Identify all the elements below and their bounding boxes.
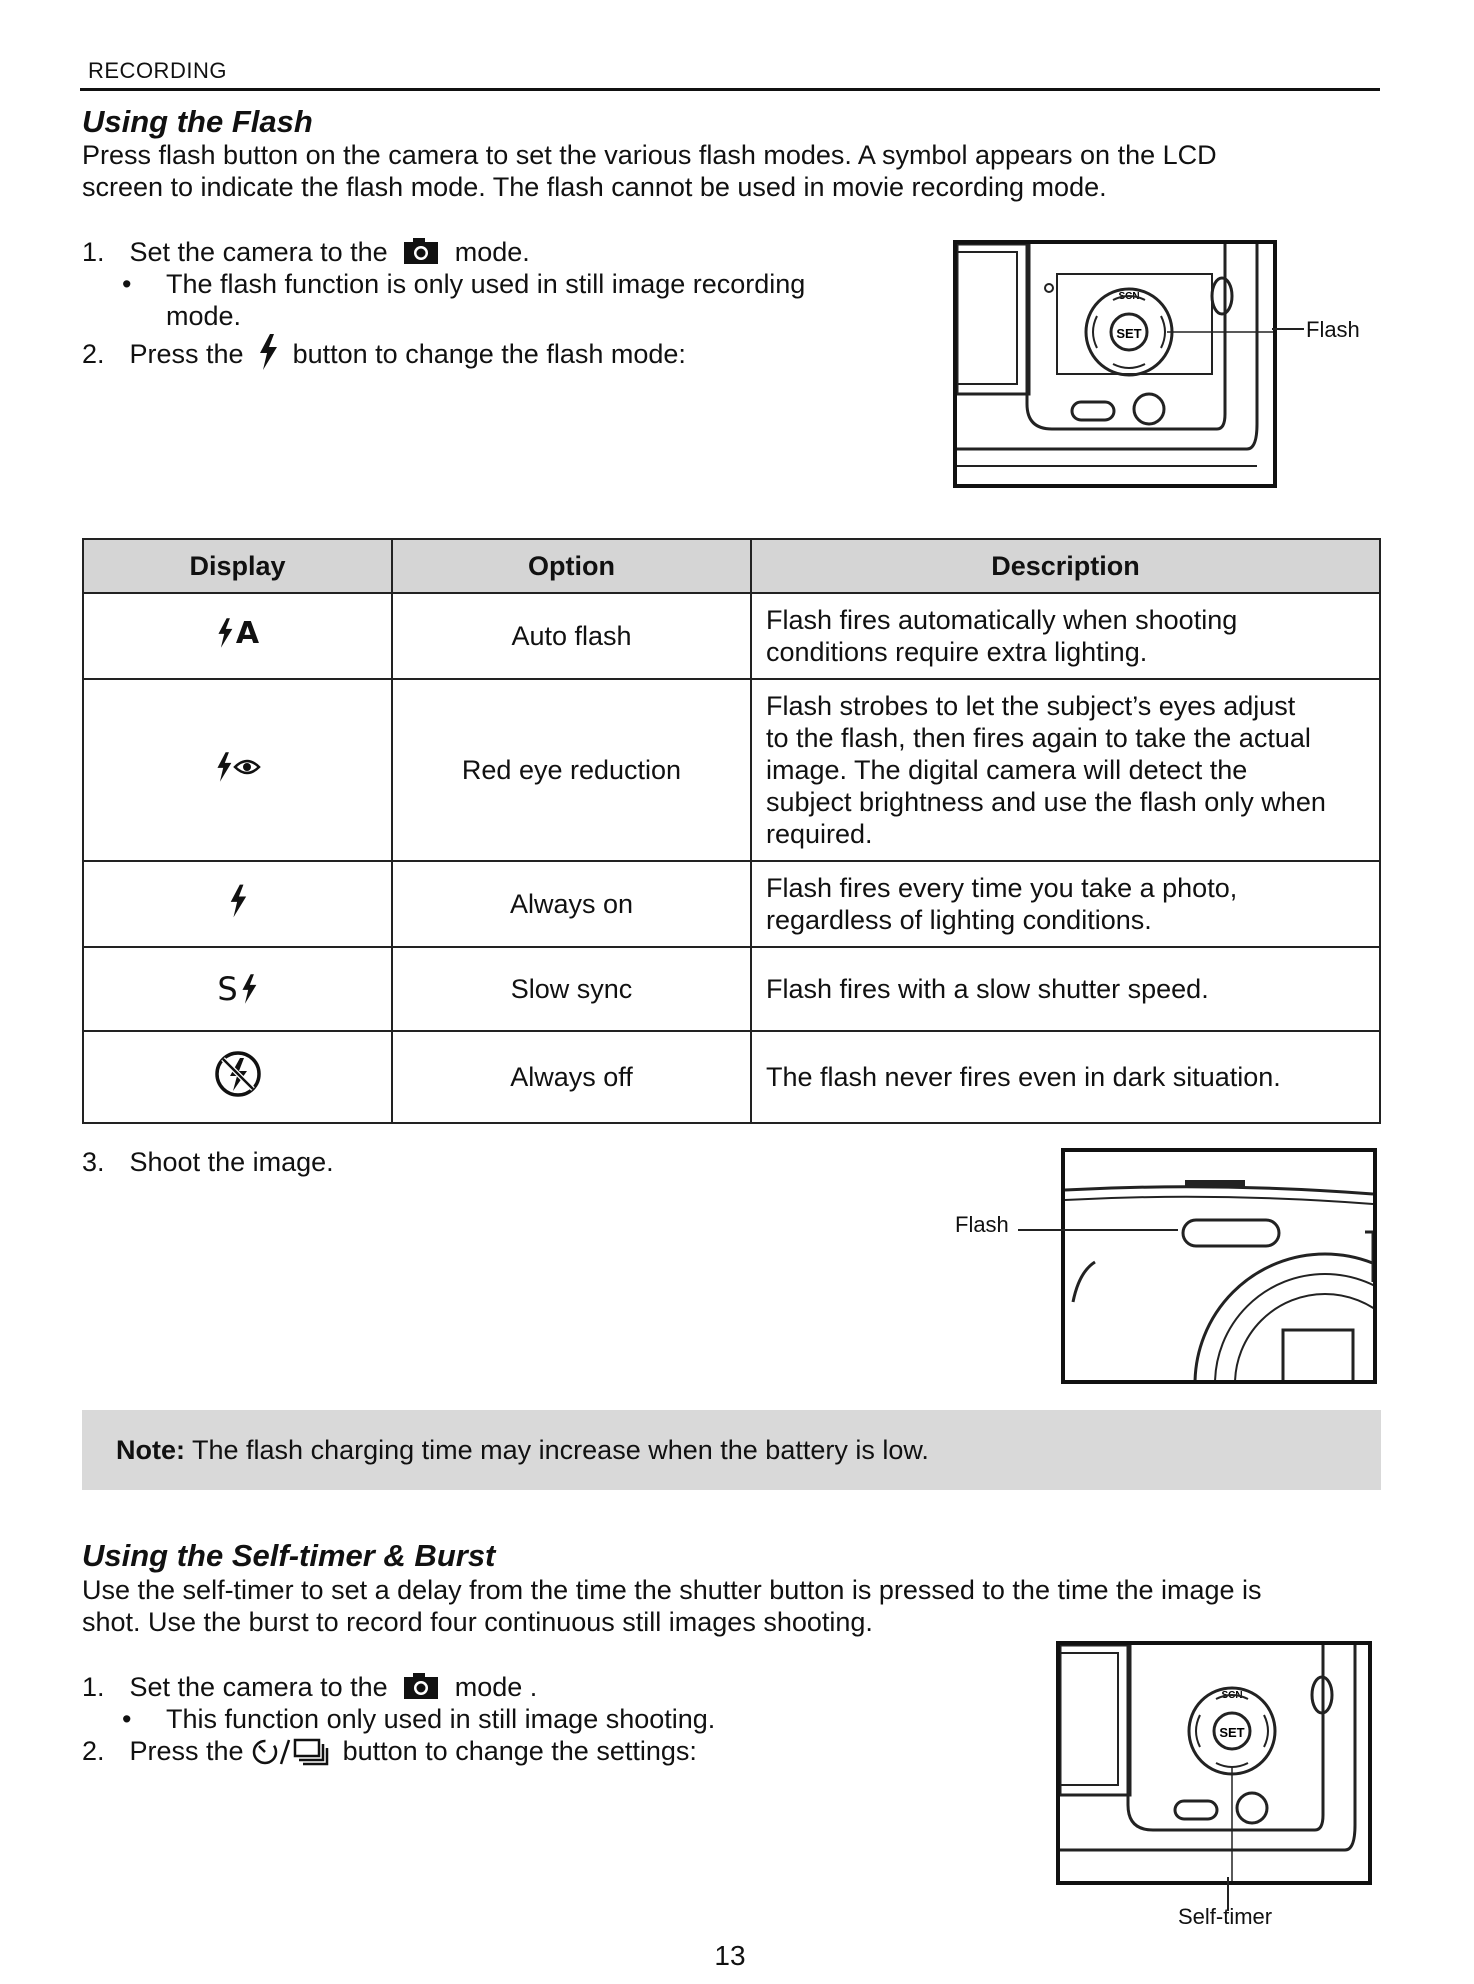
- flash-front-callout-line: [1018, 1229, 1178, 1231]
- description-cell: [751, 861, 1380, 947]
- step-text: button to change the settings:: [342, 1736, 697, 1766]
- description-line: to the flash, then fires again to take the actual: [766, 723, 1311, 753]
- camera-mode-icon: [403, 237, 439, 272]
- auto-letter: A: [235, 615, 260, 651]
- camera-back-illustration: [957, 244, 1273, 484]
- camera-back-timer-illustration: [1060, 1645, 1368, 1881]
- description-line: The flash never fires even in dark situation.: [766, 1062, 1281, 1092]
- section-label: RECORDING: [88, 58, 227, 83]
- page-number: 13: [714, 1940, 746, 1971]
- step-text: mode.: [454, 237, 530, 267]
- description-line: conditions require extra lighting.: [766, 637, 1148, 667]
- set-button-label: SET: [1116, 326, 1142, 341]
- header-option: Option: [392, 539, 751, 593]
- table-row: [83, 679, 1380, 861]
- slow-letter: S: [217, 970, 238, 1008]
- flash-step2: [82, 333, 686, 378]
- bullet-symbol: •: [122, 269, 132, 299]
- description-line: Flash strobes to let the subject’s eyes adjust: [766, 691, 1296, 721]
- step-text: Shoot the image.: [129, 1147, 334, 1177]
- description-line: Flash fires with a slow shutter speed.: [766, 974, 1209, 1004]
- camera-front-figure: [1061, 1148, 1377, 1384]
- bullet-text: This function only used in still image shooting.: [166, 1704, 716, 1734]
- flash-intro-line2: screen to indicate the flash mode. The flash cannot be used in movie recording mode.: [82, 172, 1107, 202]
- scn-button-label: SCN: [1221, 1690, 1243, 1701]
- step-text: Press the: [129, 1736, 244, 1766]
- description-cell: [751, 1031, 1380, 1123]
- step-number: 2.: [82, 1736, 105, 1766]
- description-line: required.: [766, 819, 873, 849]
- camera-back-timer-figure: [1056, 1641, 1372, 1885]
- red-eye-flash-icon: [215, 751, 261, 783]
- step-number: 1.: [82, 237, 105, 267]
- option-cell: Always off: [392, 1031, 751, 1123]
- step-text: Set the camera to the: [129, 237, 388, 267]
- bullet-text-line1: The flash function is only used in still image recording: [166, 269, 806, 299]
- flash-callout-label: Flash: [1306, 317, 1360, 342]
- table-row: [83, 861, 1380, 947]
- timer-intro-line2: shot. Use the burst to record four continuous still images shooting.: [82, 1607, 873, 1637]
- flash-callout-line: [1272, 328, 1304, 330]
- option-cell: Red eye reduction: [392, 679, 751, 861]
- display-cell: [83, 1031, 392, 1123]
- auto-flash-icon: [216, 616, 259, 651]
- flash-modes-table: [82, 538, 1381, 1124]
- flash-on-icon: [228, 895, 248, 925]
- flash-step1: [82, 236, 530, 272]
- camera-mode-icon: [403, 1672, 439, 1707]
- scn-button-label: SCN: [1118, 291, 1140, 302]
- header-description: Description: [751, 539, 1380, 593]
- flash-step3: [82, 1146, 334, 1178]
- description-cell: [751, 947, 1380, 1031]
- timer-section-title: Using the Self-timer & Burst: [82, 1538, 496, 1573]
- timer-step1: [82, 1671, 537, 1707]
- step-text: mode .: [454, 1672, 538, 1702]
- step-text: button to change the flash mode:: [292, 339, 686, 369]
- timer-intro-line1: Use the self-timer to set a delay from the time the shutter button is pressed to the time the image is: [82, 1575, 1262, 1605]
- table-row: [83, 593, 1380, 679]
- flash-step1-bullet: [122, 268, 806, 332]
- note-box: [82, 1410, 1381, 1490]
- description-line: Flash fires every time you take a photo,: [766, 873, 1238, 903]
- self-timer-callout-label: Self-timer: [1178, 1904, 1273, 1929]
- step-text: Set the camera to the: [129, 1672, 388, 1702]
- camera-back-figure: [953, 240, 1277, 488]
- table-header-row: [83, 539, 1380, 593]
- header-display: Display: [83, 539, 392, 593]
- timer-step2: [82, 1735, 697, 1773]
- set-button-label: SET: [1219, 1725, 1245, 1740]
- step-text: Press the: [129, 339, 244, 369]
- table-row: [83, 1031, 1380, 1123]
- bullet-text-line2: mode.: [166, 301, 242, 331]
- option-cell: Slow sync: [392, 947, 751, 1031]
- note-text: The flash charging time may increase when the battery is low.: [185, 1435, 929, 1465]
- step-number: 2.: [82, 339, 105, 369]
- step-number: 1.: [82, 1672, 105, 1702]
- camera-front-illustration: [1065, 1152, 1373, 1380]
- slow-sync-icon: [217, 970, 257, 1008]
- display-cell: [83, 947, 392, 1031]
- option-cell: Auto flash: [392, 593, 751, 679]
- flash-off-icon: [214, 1074, 262, 1104]
- step-number: 3.: [82, 1147, 105, 1177]
- note-label: Note:: [116, 1435, 185, 1465]
- flash-section-title: Using the Flash: [82, 104, 313, 139]
- display-cell: [83, 679, 392, 861]
- bullet-symbol: •: [122, 1704, 132, 1734]
- description-cell: [751, 593, 1380, 679]
- header-rule: [80, 88, 1380, 91]
- description-line: Flash fires automatically when shooting: [766, 605, 1238, 635]
- description-line: subject brightness and use the flash only when: [766, 787, 1326, 817]
- display-cell: [83, 861, 392, 947]
- description-line: image. The digital camera will detect the: [766, 755, 1248, 785]
- table-row: [83, 947, 1380, 1031]
- flash-front-callout-label: Flash: [955, 1212, 1009, 1237]
- display-cell: [83, 593, 392, 679]
- timer-step1-bullet: [122, 1703, 716, 1735]
- description-cell: [751, 679, 1380, 861]
- self-timer-burst-icon: [251, 1736, 335, 1773]
- description-line: regardless of lighting conditions.: [766, 905, 1152, 935]
- flash-intro-line1: Press flash button on the camera to set the various flash modes. A symbol appears on the LCD: [82, 140, 1217, 170]
- flash-button-icon: [257, 333, 279, 378]
- option-cell: Always on: [392, 861, 751, 947]
